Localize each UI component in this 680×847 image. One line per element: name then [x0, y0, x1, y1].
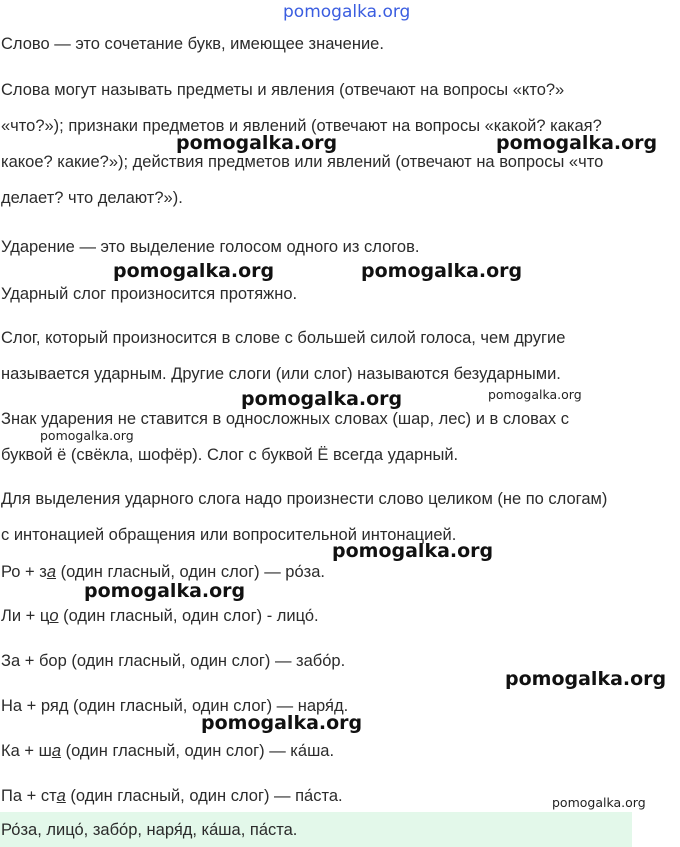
watermark: pomogalka.org: [552, 795, 646, 810]
watermark: pomogalka.org: [241, 388, 403, 410]
paragraph-line: делает? что делают?»).: [1, 189, 183, 207]
example-pre: Ка + ш: [1, 742, 52, 760]
stressed-vowel: а: [51, 742, 62, 760]
watermark-top: pomogalka.org: [283, 2, 411, 22]
example-pre: Па + ст: [1, 787, 57, 805]
paragraph-line: Знак ударения не ставится в односложных словах (шар, лес) и в словах с: [1, 410, 569, 428]
watermark: pomogalka.org: [176, 132, 338, 154]
stressed-vowel: а: [56, 787, 66, 805]
watermark: pomogalka.org: [361, 260, 523, 282]
example-post: (один гласный, один слог) — ро́за.: [56, 563, 325, 581]
example-line: [1, 651, 345, 671]
example-pre: Ро + з: [1, 563, 47, 581]
definition-word: Слово — это сочетание букв, имеющее значение.: [1, 35, 384, 53]
example-post: (один гласный, один слог) - лицо́.: [58, 607, 319, 625]
definition-stress: Ударение — это выделение голосом одного из слогов.: [1, 238, 420, 256]
example-post: (один гласный, один слог) — ка́ша.: [61, 742, 335, 760]
watermark: pomogalka.org: [488, 387, 582, 402]
paragraph-line: с интонацией обращения или вопросительной интонацией.: [1, 526, 457, 544]
paragraph-line: «что?»); признаки предметов и явлений (отвечают на вопросы «какой? какая?: [1, 117, 602, 135]
example-line: [1, 741, 334, 761]
watermark: pomogalka.org: [40, 428, 134, 443]
stressed-vowel: о: [48, 652, 58, 670]
example-line: [1, 562, 325, 582]
watermark: pomogalka.org: [201, 712, 363, 734]
answer-line: Ро́за, лицо́, забо́р, наря́д, ка́ша, па́ста.: [1, 821, 298, 839]
example-pre: Ли + ц: [1, 607, 50, 625]
example-line: [1, 786, 343, 806]
example-pre: На + р: [1, 697, 50, 715]
watermark: pomogalka.org: [505, 668, 667, 690]
example-post: р (один гласный, один слог) — забо́р.: [57, 652, 346, 670]
paragraph-line: Слова могут называть предметы и явления (отвечают на вопросы «кто?»: [1, 81, 565, 99]
example-line: [1, 606, 319, 626]
paragraph-line: Слог, который произносится в слове с большей силой голоса, чем другие: [1, 329, 566, 347]
example-post: (один гласный, один слог) — па́ста.: [65, 787, 343, 805]
watermark: pomogalka.org: [332, 540, 494, 562]
paragraph-line: называется ударным. Другие слоги (или слог) называются безударными.: [1, 365, 561, 383]
paragraph-line: Для выделения ударного слога надо произнести слово целиком (не по слогам): [1, 490, 608, 508]
watermark: pomogalka.org: [496, 132, 658, 154]
stressed-vowel: а: [46, 563, 57, 581]
example-pre: За + б: [1, 652, 49, 670]
paragraph-line: Ударный слог произносится протяжно.: [1, 285, 298, 303]
example-post: д (один гласный, один слог) — наря́д.: [58, 697, 349, 715]
paragraph-line: какое? какие?»); действия предметов или явлений (отвечают на вопросы «что: [1, 153, 604, 171]
paragraph-line: буквой ё (свёкла, шофёр). Слог с буквой Ё всегда ударный.: [1, 446, 459, 464]
watermark: pomogalka.org: [84, 580, 246, 602]
stressed-vowel: я: [49, 697, 59, 715]
watermark: pomogalka.org: [113, 260, 275, 282]
stressed-vowel: о: [49, 607, 59, 625]
